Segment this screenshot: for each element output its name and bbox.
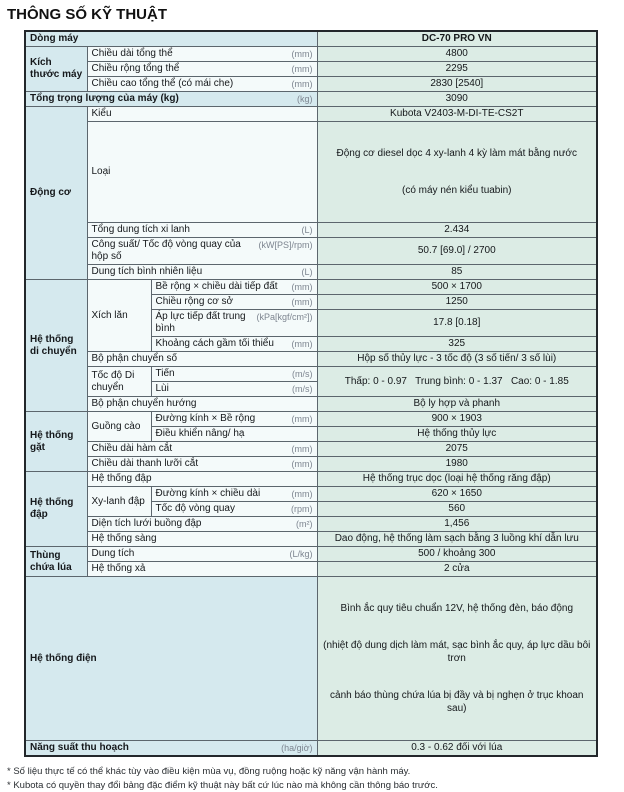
spec-value: 4800 <box>317 47 597 62</box>
spec-value: 2830 [2540] <box>317 77 597 92</box>
spec-value: 2075 <box>317 442 597 457</box>
table-row <box>25 265 597 280</box>
section-label-electrical: Hệ thống điện <box>25 577 317 741</box>
spec-unit: (mm) <box>291 414 313 424</box>
spec-label: Kiểu <box>87 107 317 122</box>
spec-value: Hộp số thủy lực - 3 tốc độ (3 số tiến/ 3 số lùi) <box>317 352 597 367</box>
spec-label: Áp lực tiếp đất trung bình <box>155 311 246 334</box>
spec-value: Hệ thống trục dọc (loại hệ thống răng đập) <box>317 472 597 487</box>
section-label-harvest: Hệ thống gặt <box>25 412 87 472</box>
spec-label: Đường kính × Bề rộng <box>155 413 256 424</box>
subsection-label-crawler: Xích lăn <box>87 280 151 352</box>
spec-value-line: (nhiệt độ dung dịch làm mát, sạc bình ắc quy, áp lực dầu bôi trơn <box>323 640 594 664</box>
spec-label: Chiều rộng cơ sở <box>155 296 234 307</box>
spec-label-cell <box>151 412 317 427</box>
spec-label-cell <box>151 280 317 295</box>
spec-unit: (L) <box>301 267 313 277</box>
spec-value: 900 × 1903 <box>317 412 597 427</box>
spec-label: Dung tích <box>91 548 135 559</box>
spec-label: Chiều dài hàm cắt <box>91 443 173 454</box>
spec-value: Kubota V2403-M-DI-TE-CS2T <box>317 107 597 122</box>
spec-label-cell <box>151 487 317 502</box>
spec-value-line: (có máy nén kiểu tuabin) <box>401 185 512 196</box>
spec-label: Dung tích bình nhiên liệu <box>91 266 203 277</box>
spec-value: 1250 <box>317 295 597 310</box>
spec-value: 325 <box>317 337 597 352</box>
table-row <box>25 238 597 265</box>
spec-label: Tổng dung tích xi lanh <box>91 224 190 235</box>
spec-unit: (kg) <box>297 94 313 104</box>
spec-label-cell <box>87 223 317 238</box>
spec-value: 500 × 1700 <box>317 280 597 295</box>
spec-label: Lùi <box>155 383 169 394</box>
table-row <box>25 280 597 295</box>
spec-value: 2 cửa <box>317 562 597 577</box>
table-row <box>25 472 597 487</box>
spec-value-line: Bình ắc quy tiêu chuẩn 12V, hệ thống đèn, báo động <box>340 603 574 614</box>
spec-label-cell <box>151 337 317 352</box>
spec-label-cell <box>87 47 317 62</box>
spec-label-cell <box>87 238 317 265</box>
spec-value: 0.3 - 0.62 đối với lúa <box>317 741 597 757</box>
spec-label: Công suất/ Tốc độ vòng quay của hộp số <box>91 239 241 262</box>
spec-label: Loại <box>87 122 317 223</box>
spec-label: Tốc độ vòng quay <box>155 503 235 514</box>
spec-label: Năng suất thu hoạch <box>30 742 129 753</box>
spec-value: Thấp: 0 - 0.97 Trung bình: 0 - 1.37 Cao: 0 - 1.85 <box>317 367 597 397</box>
spec-unit: (kPa[kgf/cm²]) <box>256 312 313 322</box>
spec-label: Hệ thống xả <box>87 562 317 577</box>
table-row <box>25 457 597 472</box>
spec-label-cell <box>87 265 317 280</box>
spec-unit: (L/kg) <box>289 549 313 559</box>
spec-value: 17.8 [0.18] <box>317 310 597 337</box>
spec-label-cell <box>87 77 317 92</box>
table-row <box>25 107 597 122</box>
table-row <box>25 122 597 223</box>
spec-table <box>24 30 598 757</box>
spec-label: Chiều cao tổng thể (có mái che) <box>91 78 234 89</box>
spec-label: Chiều dài tổng thể <box>91 48 173 59</box>
spec-unit: (m/s) <box>292 384 313 394</box>
spec-unit: (L) <box>301 225 313 235</box>
spec-label: Chiều rộng tổng thể <box>91 63 180 74</box>
table-row <box>25 223 597 238</box>
section-label-dimensions: Kích thước máy <box>25 47 87 92</box>
spec-value: 1,456 <box>317 517 597 532</box>
spec-unit: (mm) <box>291 297 313 307</box>
spec-unit: (mm) <box>291 64 313 74</box>
spec-label-cell <box>87 517 317 532</box>
spec-label-cell <box>87 442 317 457</box>
table-row <box>25 547 597 562</box>
spec-value: Bộ ly hợp và phanh <box>317 397 597 412</box>
spec-label: Tổng trọng lượng của máy (kg) <box>30 93 179 104</box>
spec-value: 500 / khoảng 300 <box>317 547 597 562</box>
table-row <box>25 577 597 741</box>
section-label-grain-tank: Thùng chứa lúa <box>25 547 87 577</box>
spec-label: Đường kính × chiều dài <box>155 488 261 499</box>
spec-label-cell <box>87 457 317 472</box>
spec-label-cell <box>151 310 317 337</box>
model-row-label: Dòng máy <box>25 31 317 47</box>
table-row <box>25 397 597 412</box>
table-row <box>25 367 597 382</box>
table-row <box>25 31 597 47</box>
footnote: * Kubota có quyền thay đổi bảng đặc điểm kỹ thuật này bất cứ lúc nào mà không cần thông báo trước. <box>7 780 438 791</box>
table-row <box>25 62 597 77</box>
table-row <box>25 92 597 107</box>
spec-label: Hệ thống sàng <box>87 532 317 547</box>
spec-unit: (mm) <box>291 49 313 59</box>
spec-value: 1980 <box>317 457 597 472</box>
spec-label: Khoảng cách gầm tối thiểu <box>155 338 274 349</box>
table-row <box>25 77 597 92</box>
spec-unit: (m²) <box>296 519 313 529</box>
section-label-threshing: Hệ thống đập <box>25 472 87 547</box>
spec-value: 620 × 1650 <box>317 487 597 502</box>
subsection-label-cylinder: Xy-lanh đập <box>87 487 151 517</box>
spec-label-cell <box>151 382 317 397</box>
table-row <box>25 412 597 427</box>
spec-value-line: cảnh báo thùng chứa lúa bị đầy và bị nghẹn ở trục khoan sau) <box>330 690 587 714</box>
spec-value <box>317 577 597 741</box>
spec-value: 85 <box>317 265 597 280</box>
spec-label-cell <box>151 367 317 382</box>
spec-value: 2295 <box>317 62 597 77</box>
spec-value: Hệ thống thủy lực <box>317 427 597 442</box>
spec-label: Bộ phận chuyển hướng <box>87 397 317 412</box>
spec-label: Điều khiển nâng/ hạ <box>151 427 317 442</box>
subsection-label-reel: Guồng cào <box>87 412 151 442</box>
table-row <box>25 487 597 502</box>
spec-label: Tiến <box>155 368 175 379</box>
spec-value: 560 <box>317 502 597 517</box>
table-row <box>25 442 597 457</box>
spec-unit: (mm) <box>291 339 313 349</box>
table-row <box>25 517 597 532</box>
spec-unit: (m/s) <box>292 369 313 379</box>
spec-label: Hệ thống đập <box>87 472 317 487</box>
spec-value: 2.434 <box>317 223 597 238</box>
spec-value <box>317 122 597 223</box>
subsection-label-travel-speed: Tốc độ Di chuyển <box>87 367 151 397</box>
spec-label-cell <box>25 741 317 757</box>
spec-unit: (mm) <box>291 489 313 499</box>
spec-value: 3090 <box>317 92 597 107</box>
spec-label: Bộ phận chuyển số <box>87 352 317 367</box>
spec-unit: (mm) <box>291 79 313 89</box>
spec-unit: (mm) <box>291 444 313 454</box>
spec-label-cell <box>25 92 317 107</box>
page-title: THÔNG SỐ KỸ THUẬT <box>7 6 167 23</box>
spec-value: Dao động, hệ thống làm sạch bằng 3 luồng khí dẫn lưu <box>317 532 597 547</box>
spec-label-cell <box>151 502 317 517</box>
table-row <box>25 47 597 62</box>
section-label-engine: Động cơ <box>25 107 87 280</box>
spec-label-cell <box>87 547 317 562</box>
spec-unit: (mm) <box>291 282 313 292</box>
spec-label-cell <box>151 295 317 310</box>
spec-label: Diện tích lưới buồng đập <box>91 518 202 529</box>
spec-unit: (rpm) <box>291 504 313 514</box>
table-row <box>25 741 597 757</box>
table-row <box>25 532 597 547</box>
spec-unit: (ha/giờ) <box>281 743 313 753</box>
spec-unit: (kW[PS]/rpm) <box>258 240 313 250</box>
spec-value: 50.7 [69.0] / 2700 <box>317 238 597 265</box>
spec-label: Chiều dài thanh lưỡi cắt <box>91 458 199 469</box>
spec-label: Bề rộng × chiều dài tiếp đất <box>155 281 278 292</box>
table-row <box>25 352 597 367</box>
table-row <box>25 562 597 577</box>
spec-unit: (mm) <box>291 459 313 469</box>
spec-value-line: Động cơ diesel dọc 4 xy-lanh 4 kỳ làm mát bằng nước <box>336 148 577 159</box>
spec-label-cell <box>87 62 317 77</box>
model-value: DC-70 PRO VN <box>317 31 597 47</box>
section-label-drive: Hệ thống di chuyển <box>25 280 87 412</box>
footnote: * Số liệu thực tế có thể khác tùy vào điều kiện mùa vụ, đồng ruộng hoặc kỹ năng vận hành máy. <box>7 766 411 777</box>
footnotes <box>7 765 624 792</box>
